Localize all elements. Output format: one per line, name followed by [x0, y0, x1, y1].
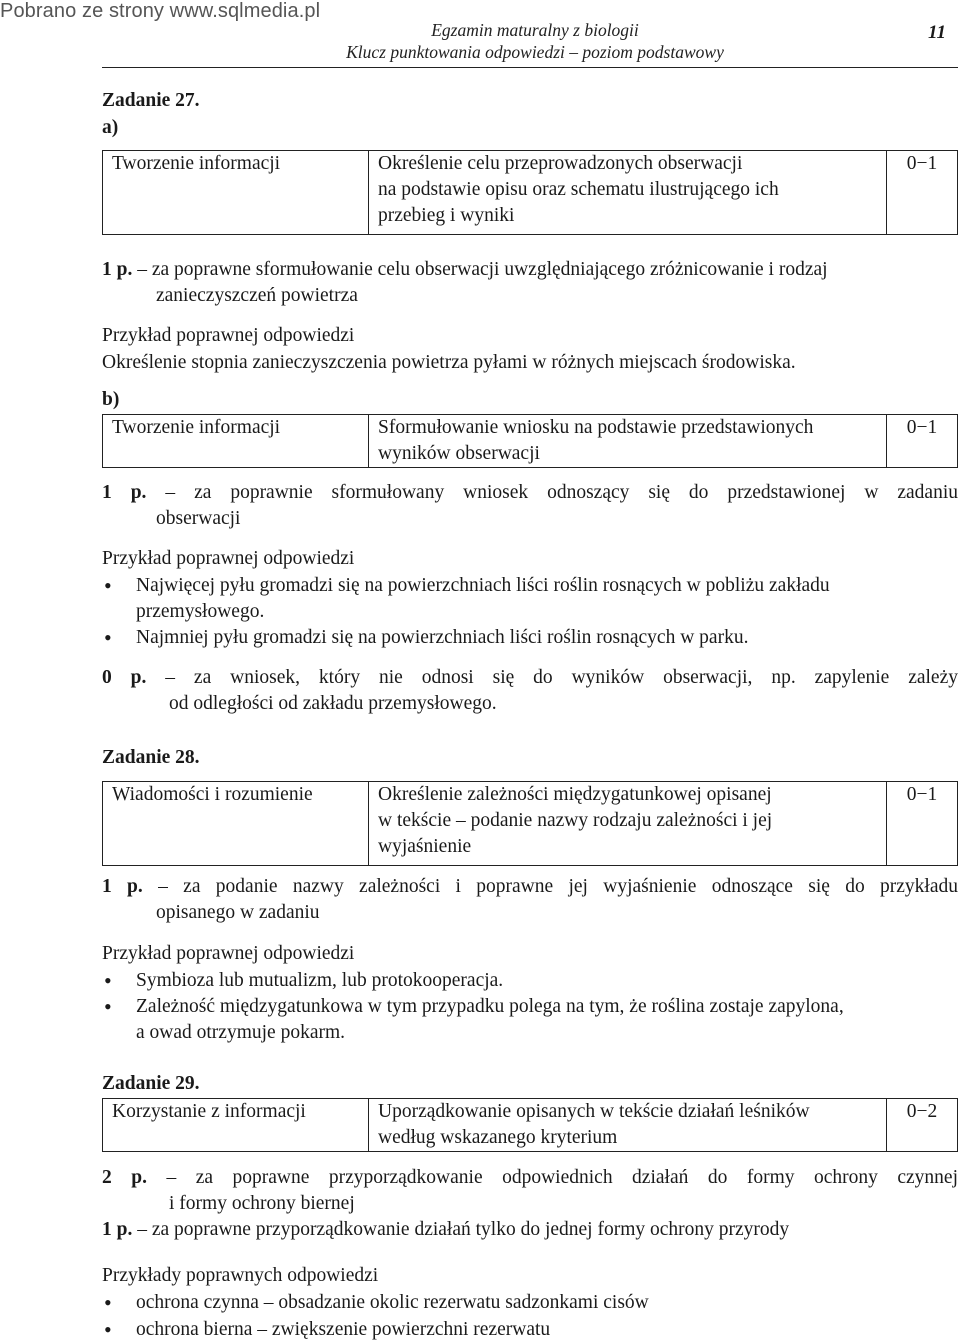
task-27b-category: Tworzenie informacji [103, 415, 369, 468]
task-27a-score: 0−1 [887, 151, 958, 235]
task-27b-answer-2: Najmniej pyłu gromadzi się na powierzchniach liści roślin rosnących w parku. [136, 627, 749, 648]
bullet-icon: • [104, 573, 112, 598]
task-29-criteria-table [102, 1098, 958, 1152]
points-label: 1 p. [102, 482, 147, 503]
task-28-category: Wiadomości i rozumienie [103, 782, 369, 866]
points-label: 1 p. [102, 259, 133, 280]
task-27a-scoring-rule [102, 257, 958, 309]
bullet-icon: • [104, 625, 112, 650]
bullet-icon: • [104, 994, 112, 1019]
task-27b-answer-1 [136, 573, 958, 625]
points-label: 2 p. [102, 1167, 147, 1188]
header-key-title: Klucz punktowania odpowiedzi – poziom podstawowy [346, 42, 724, 62]
source-watermark: Pobrano ze strony www.sqlmedia.pl [0, 0, 321, 22]
points-label: 0 p. [102, 667, 147, 688]
task-29-answer-2: ochrona bierna – zwiększenie powierzchni rezerwatu [136, 1319, 551, 1340]
task-27b-criteria-table [102, 414, 958, 468]
criterion-text-cont: i formy ochrony biernej [169, 1193, 355, 1214]
task-29-category: Korzystanie z informacji [103, 1099, 369, 1152]
criterion-text-cont: obserwacji [156, 508, 241, 529]
task-29-title: Zadanie 29. [102, 1073, 200, 1094]
requirement-line: wyjaśnienie [378, 836, 472, 857]
task-27-title: Zadanie 27. [102, 90, 200, 111]
criterion-text: – za poprawne sformułowanie celu obserwacji uwzględniającego zróżnicowanie i rodzaj [137, 259, 828, 280]
task-29-answer-1: ochrona czynna – obsadzanie okolic rezerwatu sadzonkami cisów [136, 1292, 649, 1313]
requirement-line: Określenie zależności międzygatunkowej opisanej [378, 784, 772, 805]
task-28-title: Zadanie 28. [102, 747, 200, 768]
bullet-icon: • [104, 968, 112, 993]
points-label: 1 p. [102, 876, 143, 897]
task-28-answer-1: Symbioza lub mutualizm, lub protokooperacja. [136, 970, 504, 991]
answer-line: przemysłowego. [136, 601, 265, 622]
requirement-line: Uporządkowanie opisanych w tekście działań leśników [378, 1101, 810, 1122]
header-rule [102, 67, 958, 68]
task-27b-label: b) [102, 389, 120, 410]
requirement-line: na podstawie opisu oraz schematu ilustrującego ich [378, 179, 779, 200]
task-28-example-heading: Przykład poprawnej odpowiedzi [102, 943, 355, 964]
task-28-scoring-rule [102, 874, 958, 926]
criterion-text: – za wniosek, który nie odnosi się do wyników obserwacji, np. zapylenie zależy [165, 667, 958, 688]
answer-line: a owad otrzymuje pokarm. [136, 1022, 346, 1043]
criterion-text-cont: opisanego w zadaniu [156, 902, 320, 923]
requirement-line: przebieg i wyniki [378, 205, 515, 226]
task-29-example-heading: Przykłady poprawnych odpowiedzi [102, 1265, 379, 1286]
criterion-text: – za poprawne przyporządkowanie odpowiednich działań do formy ochrony czynnej [166, 1167, 958, 1188]
answer-line: Zależność międzygatunkowa w tym przypadku polega na tym, że roślina zostaje zapylona, [136, 996, 844, 1017]
task-27b-requirement [369, 415, 887, 468]
criterion-text: – za poprawnie sformułowany wniosek odnoszący się do przedstawionej w zadaniu [165, 482, 959, 503]
header-exam-title: Egzamin maturalny z biologii [431, 20, 639, 40]
task-27a-example-heading: Przykład poprawnej odpowiedzi [102, 325, 355, 346]
page-number: 11 [928, 22, 946, 43]
requirement-line: według wskazanego kryterium [378, 1127, 618, 1148]
task-29-requirement [369, 1099, 887, 1152]
task-28-score: 0−1 [887, 782, 958, 866]
requirement-line: Sformułowanie wniosku na podstawie przedstawionych [378, 417, 814, 438]
task-27a-category: Tworzenie informacji [103, 151, 369, 235]
requirement-line: Określenie celu przeprowadzonych obserwacji [378, 153, 743, 174]
task-27b-score: 0−1 [887, 415, 958, 468]
task-28-requirement [369, 782, 887, 866]
criterion-text-cont: od odległości od zakładu przemysłowego. [169, 693, 497, 714]
task-27a-label: a) [102, 117, 119, 138]
task-29-scoring-rule-2 [102, 1165, 958, 1217]
criterion-text: – za podanie nazwy zależności i poprawne jej wyjaśnienie odnoszące się do przykładu [158, 876, 959, 897]
bullet-icon: • [104, 1317, 112, 1342]
task-27b-scoring-rule-1 [102, 480, 958, 532]
criterion-text-cont: zanieczyszczeń powietrza [156, 285, 358, 306]
page-header [290, 19, 780, 63]
answer-line: Najwięcej pyłu gromadzi się na powierzchniach liści roślin rosnących w pobliżu zakładu [136, 575, 830, 596]
task-29-score: 0−2 [887, 1099, 958, 1152]
task-27a-criteria-table [102, 150, 958, 235]
points-label: 1 p. [102, 1219, 133, 1240]
task-28-criteria-table [102, 781, 958, 866]
bullet-icon: • [104, 1290, 112, 1315]
task-27b-scoring-rule-0 [102, 665, 958, 717]
task-28-answer-2 [136, 994, 958, 1046]
requirement-line: wyników obserwacji [378, 443, 540, 464]
task-27b-example-heading: Przykład poprawnej odpowiedzi [102, 548, 355, 569]
criterion-text: – za poprawne przyporządkowanie działań tylko do jednej formy ochrony przyrody [137, 1219, 790, 1240]
task-27a-example-answer: Określenie stopnia zanieczyszczenia powietrza pyłami w różnych miejscach środowiska. [102, 352, 796, 373]
requirement-line: w tekście – podanie nazwy rodzaju zależności i jej [378, 810, 773, 831]
task-29-scoring-rule-1 [102, 1217, 958, 1243]
task-27a-requirement [369, 151, 887, 235]
